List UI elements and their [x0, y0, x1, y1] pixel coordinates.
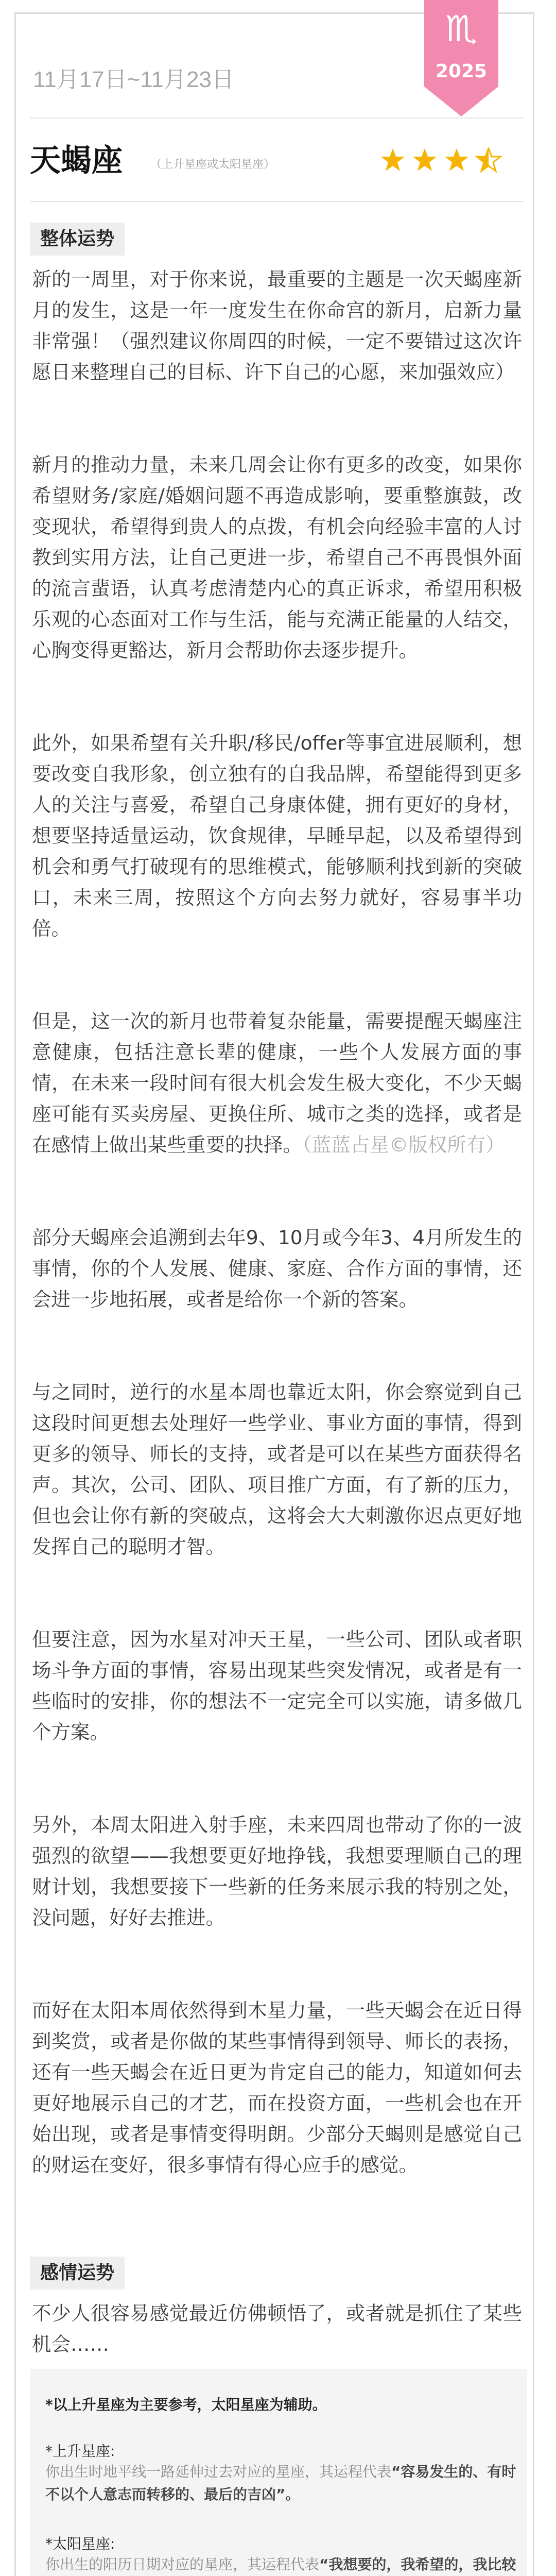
paragraph: 不少人很容易感觉最近仿佛顿悟了，或者就是抓住了某些机会……	[32, 2302, 522, 2355]
overall-section-label: 整体运势	[30, 223, 125, 256]
paragraph-text: 但是，这一次的新月也带着复杂能量，需要提醒天蝎座注意健康，包括注意长辈的健康，一些个人发展方面的事情，在未来一段时间有很大机会发生极大变化，不少天蝎座可能有买卖房屋、更换住所、城市之类的选择，或者是在感情上做出某些重要的抉择。	[32, 1010, 522, 1156]
paragraph: 而好在太阳本周依然得到木星力量，一些天蝎会在近日得到奖赏，或者是你做的某些事情得到领导、师长的表扬，还有一些天蝎会在近日更为肯定自己的能力，知道如何去更好地展示自己的才艺，而在投资方面，一些机会也在开始出现，或者是事情变得明朗。少部分天蝎则是感觉自己的财运在变好，很多事情有得心应手的感觉。	[32, 1999, 522, 2176]
half-star-icon	[477, 148, 500, 171]
star-icon	[445, 148, 468, 171]
paragraph: 另外，本周太阳进入射手座，未来四周也带动了你的一波强烈的欲望——我想要更好地挣钱，我想要理顺自己的理财计划，我想要接下一些新的任务来展示我的特别之处，没问题，好好去推进。	[32, 1814, 522, 1929]
scorpio-symbol-icon: ♏	[445, 8, 478, 50]
sun-sign-title: *太阳星座:	[45, 2535, 115, 2552]
paragraph: 部分天蝎座会追溯到去年9、10月或今年3、4月所发生的事情，你的个人发展、健康、家庭、合作方面的事情，还会进一步地拓展，或者是给你一个新的答案。	[32, 1226, 522, 1311]
sign-title: 天蝎座	[30, 143, 123, 179]
divider	[30, 117, 524, 118]
paragraph: 但要注意，因为水星对冲天王星，一些公司、团队或者职场斗争方面的事情，容易出现某些突发情况，或者是有一些临时的安排，你的想法不一定完全可以实施，请多做几个方案。	[32, 1628, 522, 1743]
sun-sign-desc	[45, 2553, 519, 2576]
copyright-note: （蓝蓝占星©版权所有）	[302, 1133, 505, 1156]
note-box	[30, 2369, 527, 2576]
rising-sign-title: *上升星座:	[45, 2443, 115, 2460]
paragraph	[32, 1006, 522, 1160]
paragraph: 与之同时，逆行的水星本周也靠近太阳，你会察觉到自己这段时间更想去处理好一些学业、事业方面的事情，得到更多的领导、师长的支持，或者是可以在某些方面获得名声。其次，公司、团队、项目推广方面，有了新的压力，但也会让你有新的突破点，这将会大大刺激你迟点更好地发挥自己的聪明才智。	[32, 1381, 522, 1558]
rising-sign-quote: “容易发生的、有时不以个人意志而转移的、最后的吉凶”。	[45, 2463, 516, 2503]
rating-stars	[380, 147, 503, 174]
star-icon	[381, 148, 405, 171]
paragraph: 新的一周里，对于你来说，最重要的主题是一次天蝎座新月的发生，这是一年一度发生在你命宫的新月，启新力量非常强！（强烈建议你周四的时候，一定不要错过这次许愿日来整理自己的目标、许下自己的心愿，来加强效应）	[32, 268, 522, 383]
paragraph: 新月的推动力量，未来几周会让你有更多的改变，如果你希望财务/家庭/婚姻问题不再造成影响，要重整旗鼓，改变现状，希望得到贵人的点拨，有机会向经验丰富的人讨教到实用方法，让自己更进一步，希望自己不再畏惧外面的流言蜚语，认真考虑清楚内心的真正诉求，希望用积极乐观的心态面对工作与生活，能与充满正能量的人结交，心胸变得更豁达，新月会帮助你去逐步提升。	[32, 453, 522, 662]
sun-sign-quote: “我想要的，我希望的，我比较	[319, 2556, 516, 2573]
date-range: 11月17日~11月23日	[33, 67, 234, 92]
year-badge	[424, 0, 498, 116]
star-icon	[413, 148, 437, 171]
note-heading: *以上升星座为主要参考，太阳星座为辅助。	[45, 2396, 327, 2413]
sun-sign-desc-text: 你出生的阳历日期对应的星座，其运程代表	[45, 2556, 320, 2573]
overall-text	[32, 264, 522, 2180]
badge-year: 2025	[435, 61, 488, 82]
sign-subtitle: （上升星座或太阳星座）	[150, 158, 275, 171]
love-text	[32, 2298, 522, 2360]
rising-sign-desc	[45, 2461, 519, 2506]
love-section-label: 感情运势	[30, 2257, 125, 2290]
paragraph: 此外，如果希望有关升职/移民/offer等事宜进展顺利，想要改变自我形象，创立独有的自我品牌，希望能得到更多人的关注与喜爱，希望自己身康体健，拥有更好的身材，想要坚持适量运动，饮食规律，早睡早起，以及希望得到机会和勇气打破现有的思维模式，能够顺利找到新的突破口，未来三周，按照这个方向去努力就好，容易事半功倍。	[32, 732, 522, 940]
divider	[30, 201, 524, 202]
rising-sign-desc-text: 你出生时地平线一路延伸过去对应的星座，其运程代表	[45, 2463, 392, 2480]
